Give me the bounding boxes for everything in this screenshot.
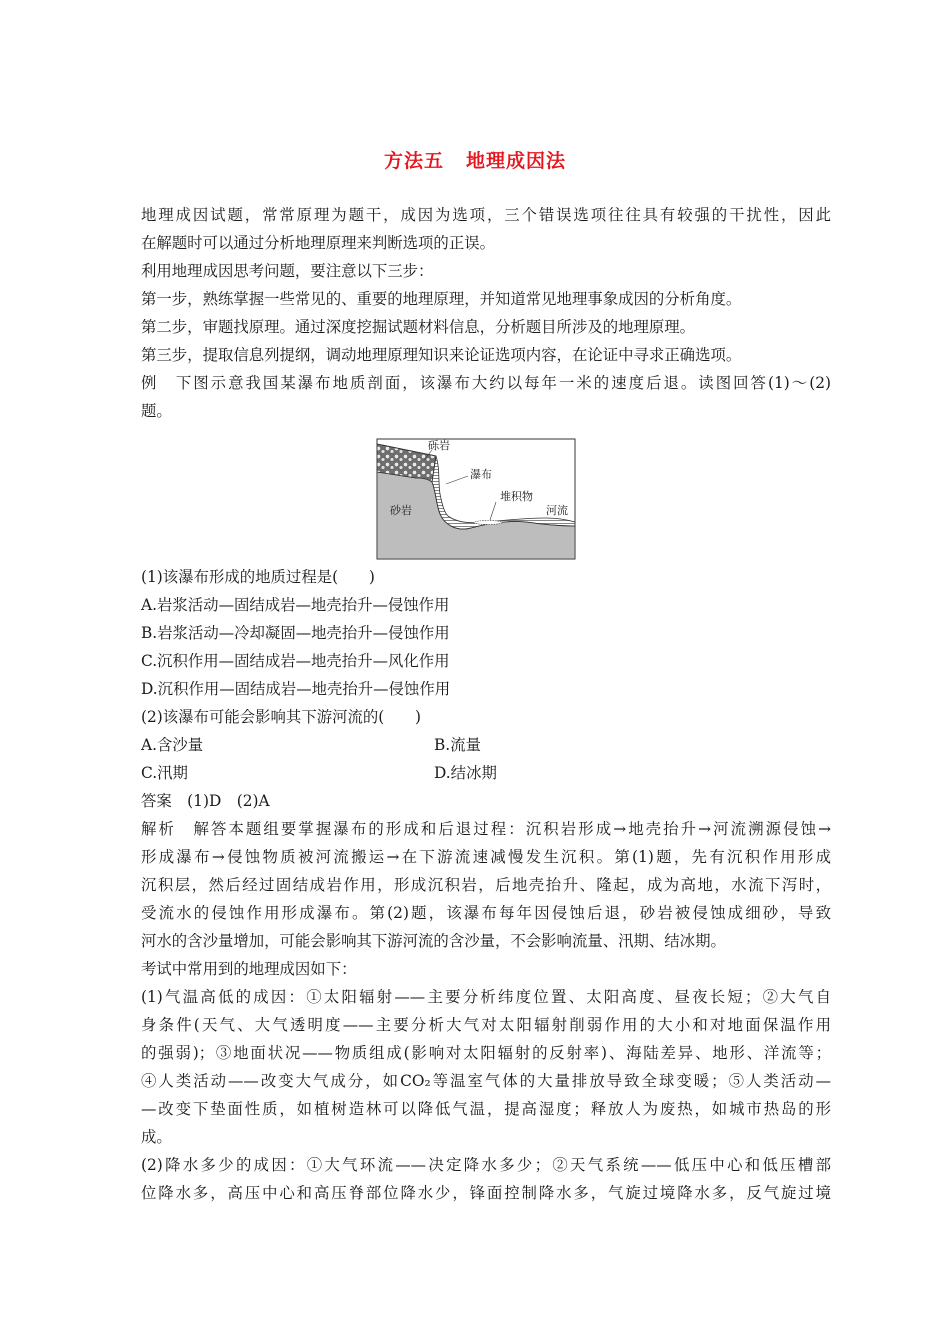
title-part-1: 方法五 bbox=[383, 150, 444, 172]
label-river: 河流 bbox=[546, 504, 568, 517]
label-deposit: 堆积物 bbox=[500, 490, 533, 503]
question-2-option-b: B.流量 bbox=[434, 736, 481, 754]
label-waterfall: 瀑布 bbox=[470, 468, 492, 481]
step-two: 第二步，审题找原理。通过深度挖掘试题材料信息，分析题目所涉及的地理原理。 bbox=[141, 318, 696, 336]
question-2-option-a: A.含沙量 bbox=[141, 736, 204, 754]
step-three: 第三步，提取信息列提纲，调动地理原理知识来论证选项内容，在论证中寻求正确选项。 bbox=[141, 346, 742, 364]
intro-line: 在解题时可以通过分析地理原理来判断选项的正误。 bbox=[141, 234, 495, 252]
step-one: 第一步，熟练掌握一些常见的、重要的地理原理，并知道常见地理事象成因的分析角度。 bbox=[141, 290, 742, 308]
analysis-line: 受流水的侵蚀作用形成瀑布。第(2)题，该瀑布每年因侵蚀后退，砂岩被侵蚀成细砂，导致 bbox=[141, 904, 831, 922]
cause-line: 身条件(天气、大气透明度——主要分析大气对太阳辐射削弱作用的大小和对地面保温作用 bbox=[141, 1016, 831, 1034]
example-line: 例 下图示意我国某瀑布地质剖面，该瀑布大约以每年一米的速度后退。读图回答(1)～(2) bbox=[141, 374, 831, 392]
cause-line: (2)降水多少的成因：①大气环流——决定降水多少；②天气系统——低压中心和低压槽部 bbox=[141, 1156, 831, 1174]
waterfall-cross-section-figure bbox=[376, 438, 576, 560]
cause-line: (1)气温高低的成因：①太阳辐射——主要分析纬度位置、太阳高度、昼夜长短；②大气自 bbox=[141, 988, 831, 1006]
analysis-line: 解析 解答本题组要掌握瀑布的形成和后退过程：沉积岩形成→地壳抬升→河流溯源侵蚀→ bbox=[141, 820, 831, 838]
cause-line: 位降水多，高压中心和高压脊部位降水少，锋面控制降水多，气旋过境降水多，反气旋过境 bbox=[141, 1184, 831, 1202]
intro-line: 利用地理成因思考问题，要注意以下三步： bbox=[141, 262, 434, 280]
question-1-option-d: D.沉积作用—固结成岩—地壳抬升—侵蚀作用 bbox=[141, 680, 451, 698]
question-1-option-b: B.岩浆活动—冷却凝固—地壳抬升—侵蚀作用 bbox=[141, 624, 450, 642]
example-line: 题。 bbox=[141, 402, 172, 420]
question-2-option-c: C.汛期 bbox=[141, 764, 188, 782]
label-conglomerate: 砾岩 bbox=[428, 439, 450, 452]
analysis-line: 沉积层，然后经过固结成岩作用，形成沉积岩，后地壳抬升、隆起，成为高地，水流下泻时， bbox=[141, 876, 831, 894]
title-part-2: 地理成因法 bbox=[466, 150, 567, 172]
answer-line: 答案 (1)D (2)A bbox=[141, 792, 270, 810]
analysis-line: 河水的含沙量增加，可能会影响其下游河流的含沙量，不会影响流量、汛期、结冰期。 bbox=[141, 932, 726, 950]
question-1-stem: (1)该瀑布形成的地质过程是( ) bbox=[141, 568, 375, 586]
cause-line: 成。 bbox=[141, 1128, 172, 1146]
question-1-option-a: A.岩浆活动—固结成岩—地壳抬升—侵蚀作用 bbox=[141, 596, 450, 614]
causes-heading: 考试中常用到的地理成因如下： bbox=[141, 960, 357, 978]
question-2-option-d: D.结冰期 bbox=[434, 764, 497, 782]
cause-line: ④人类活动——改变大气成分，如CO₂等温室气体的大量排放导致全球变暖；⑤人类活动— bbox=[141, 1072, 831, 1090]
label-sandstone: 砂岩 bbox=[390, 504, 412, 517]
question-2-stem: (2)该瀑布可能会影响其下游河流的( ) bbox=[141, 708, 422, 726]
cause-line: 的强弱)；③地面状况——物质组成(影响对太阳辐射的反射率)、海陆差异、地形、洋流等； bbox=[141, 1044, 831, 1062]
page-title bbox=[0, 146, 950, 173]
intro-line: 地理成因试题，常常原理为题干，成因为选项，三个错误选项往往具有较强的干扰性，因此 bbox=[141, 206, 831, 224]
deposit-sediment bbox=[474, 521, 502, 525]
analysis-line: 形成瀑布→侵蚀物质被河流搬运→在下游流速减慢发生沉积。第(1)题，先有沉积作用形成 bbox=[141, 848, 831, 866]
cause-line: —改变下垫面性质，如植树造林可以降低气温，提高湿度；释放人为废热，如城市热岛的形 bbox=[141, 1100, 831, 1118]
question-1-option-c: C.沉积作用—固结成岩—地壳抬升—风化作用 bbox=[141, 652, 450, 670]
